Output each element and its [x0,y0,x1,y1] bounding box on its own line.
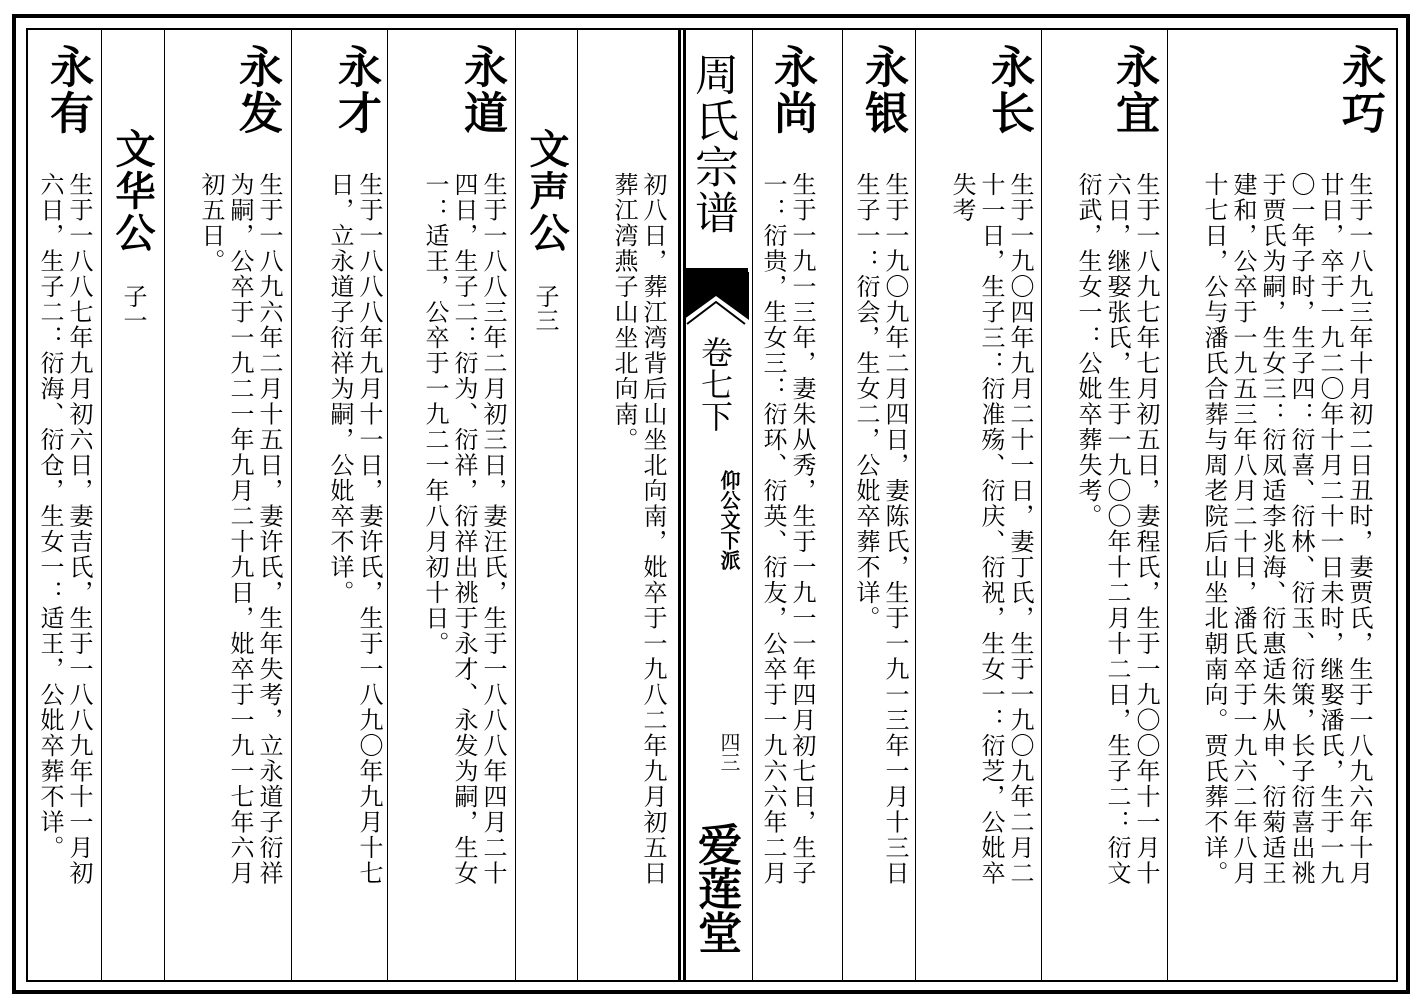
continuation-record: 初八日，葬江湾背后山坐北向南，妣卒于一九八二年九月初五日 葬江湾燕子山坐北向南。 [610,172,667,886]
person-record: 生于一八九七年七月初五日，妻程氏，生于一九〇〇年十一月十 六日，继娶张氏，生于一九〇〇年十二月十二日，生子二：衍文 衍武，生女一：公妣卒葬失考。 [1074,172,1160,886]
person-name: 永长 [983,44,1034,136]
person-name: 永才 [330,44,381,136]
column-divider [387,28,388,982]
column-divider [1167,28,1168,982]
column-divider [577,28,578,982]
column-divider [842,28,843,982]
person-record: 生于一九〇九年二月四日，妻陈氏，生于一九一三年一月十三日 生子一：衍会，生女二，公妣卒葬不详。 [852,172,909,886]
person-name: 永宜 [1108,44,1159,136]
person-record: 生于一九一三年，妻朱从秀，生于一九一一年四月初七日，生子 一：衍贵，生女三：衍环、衍英、衍友，公卒于一九六六年二月 [759,172,816,886]
column-divider [915,28,916,982]
person-record: 生于一九〇四年九月二十一日，妻丁氏，生于一九〇九年二月二 十一日，生子三：衍准殇、衍庆、衍祝，生女一：衍芝，公妣卒 失考 [948,172,1034,886]
person-record: 生于一八九三年十月初二日丑时，妻贾氏，生于一八九六年十月 廿日，卒于一九二〇年十月二十一日未时，继娶潘氏，生于一九 〇一年子时，生子四：衍喜、衍林、衍玉、衍策，长子衍喜出祧 于贾氏为嗣，生女三：衍凤适李兆海、衍惠适朱从申、衍菊适王 建和，公卒于一九五三年八月二十日，潘氏卒于一九六二年八月 十七日，公与潘氏合葬与周老院后山坐北朝南向。贾氏葬不详。 [1200,172,1373,886]
center-spine-left [678,28,681,982]
center-spine-right [683,28,686,982]
sons-count: 子三 [531,284,559,332]
person-name: 永发 [231,44,282,136]
branch-label: 仰公文下派 [717,470,741,570]
column-divider [101,28,102,982]
sons-count: 子一 [119,284,147,332]
person-name: 永巧 [1334,44,1385,136]
generation-head-name: 文声公 [523,128,570,254]
column-divider [1041,28,1042,982]
person-name: 永银 [857,44,908,136]
person-record: 生于一八八三年二月初三日，妻汪氏，生于一八八八年四月二十 四日，生子二：衍为、衍祥，衍祥出祧于永才、永发为嗣，生女 一：适王，公卒于一九二一年八月初十日。 [421,172,507,886]
column-divider [752,28,753,982]
column-divider [515,28,516,982]
person-name: 永有 [42,44,93,136]
genealogy-title: 周氏宗谱 [687,52,738,236]
fishtail-ornament [683,272,749,332]
column-divider [291,28,292,982]
person-record: 生于一八九六年二月十五日，妻许氏，生年失考，立永道子衍祥 为嗣，公卒于一九二一年九月二十九日，妣卒于一九一七年六月 初五日。 [197,172,283,886]
volume-label: 卷七下 [696,336,734,432]
person-record: 生于一八八七年九月初六日，妻吉氏，生于一八八九年十一月初 六日，生子二：衍海、衍仓，生女一：适王，公妣卒葬不详。 [36,172,93,886]
person-name: 永尚 [766,44,817,136]
column-divider [164,28,165,982]
person-record: 生于一八八八年九月十一日，妻许氏，生于一八九〇年九月十七 日，立永道子衍祥为嗣，公妣卒不详。 [326,172,383,886]
person-name: 永道 [456,44,507,136]
page-number: 四三 [717,732,741,772]
hall-name: 爱莲堂 [690,822,741,954]
generation-head-name: 文华公 [109,128,156,254]
